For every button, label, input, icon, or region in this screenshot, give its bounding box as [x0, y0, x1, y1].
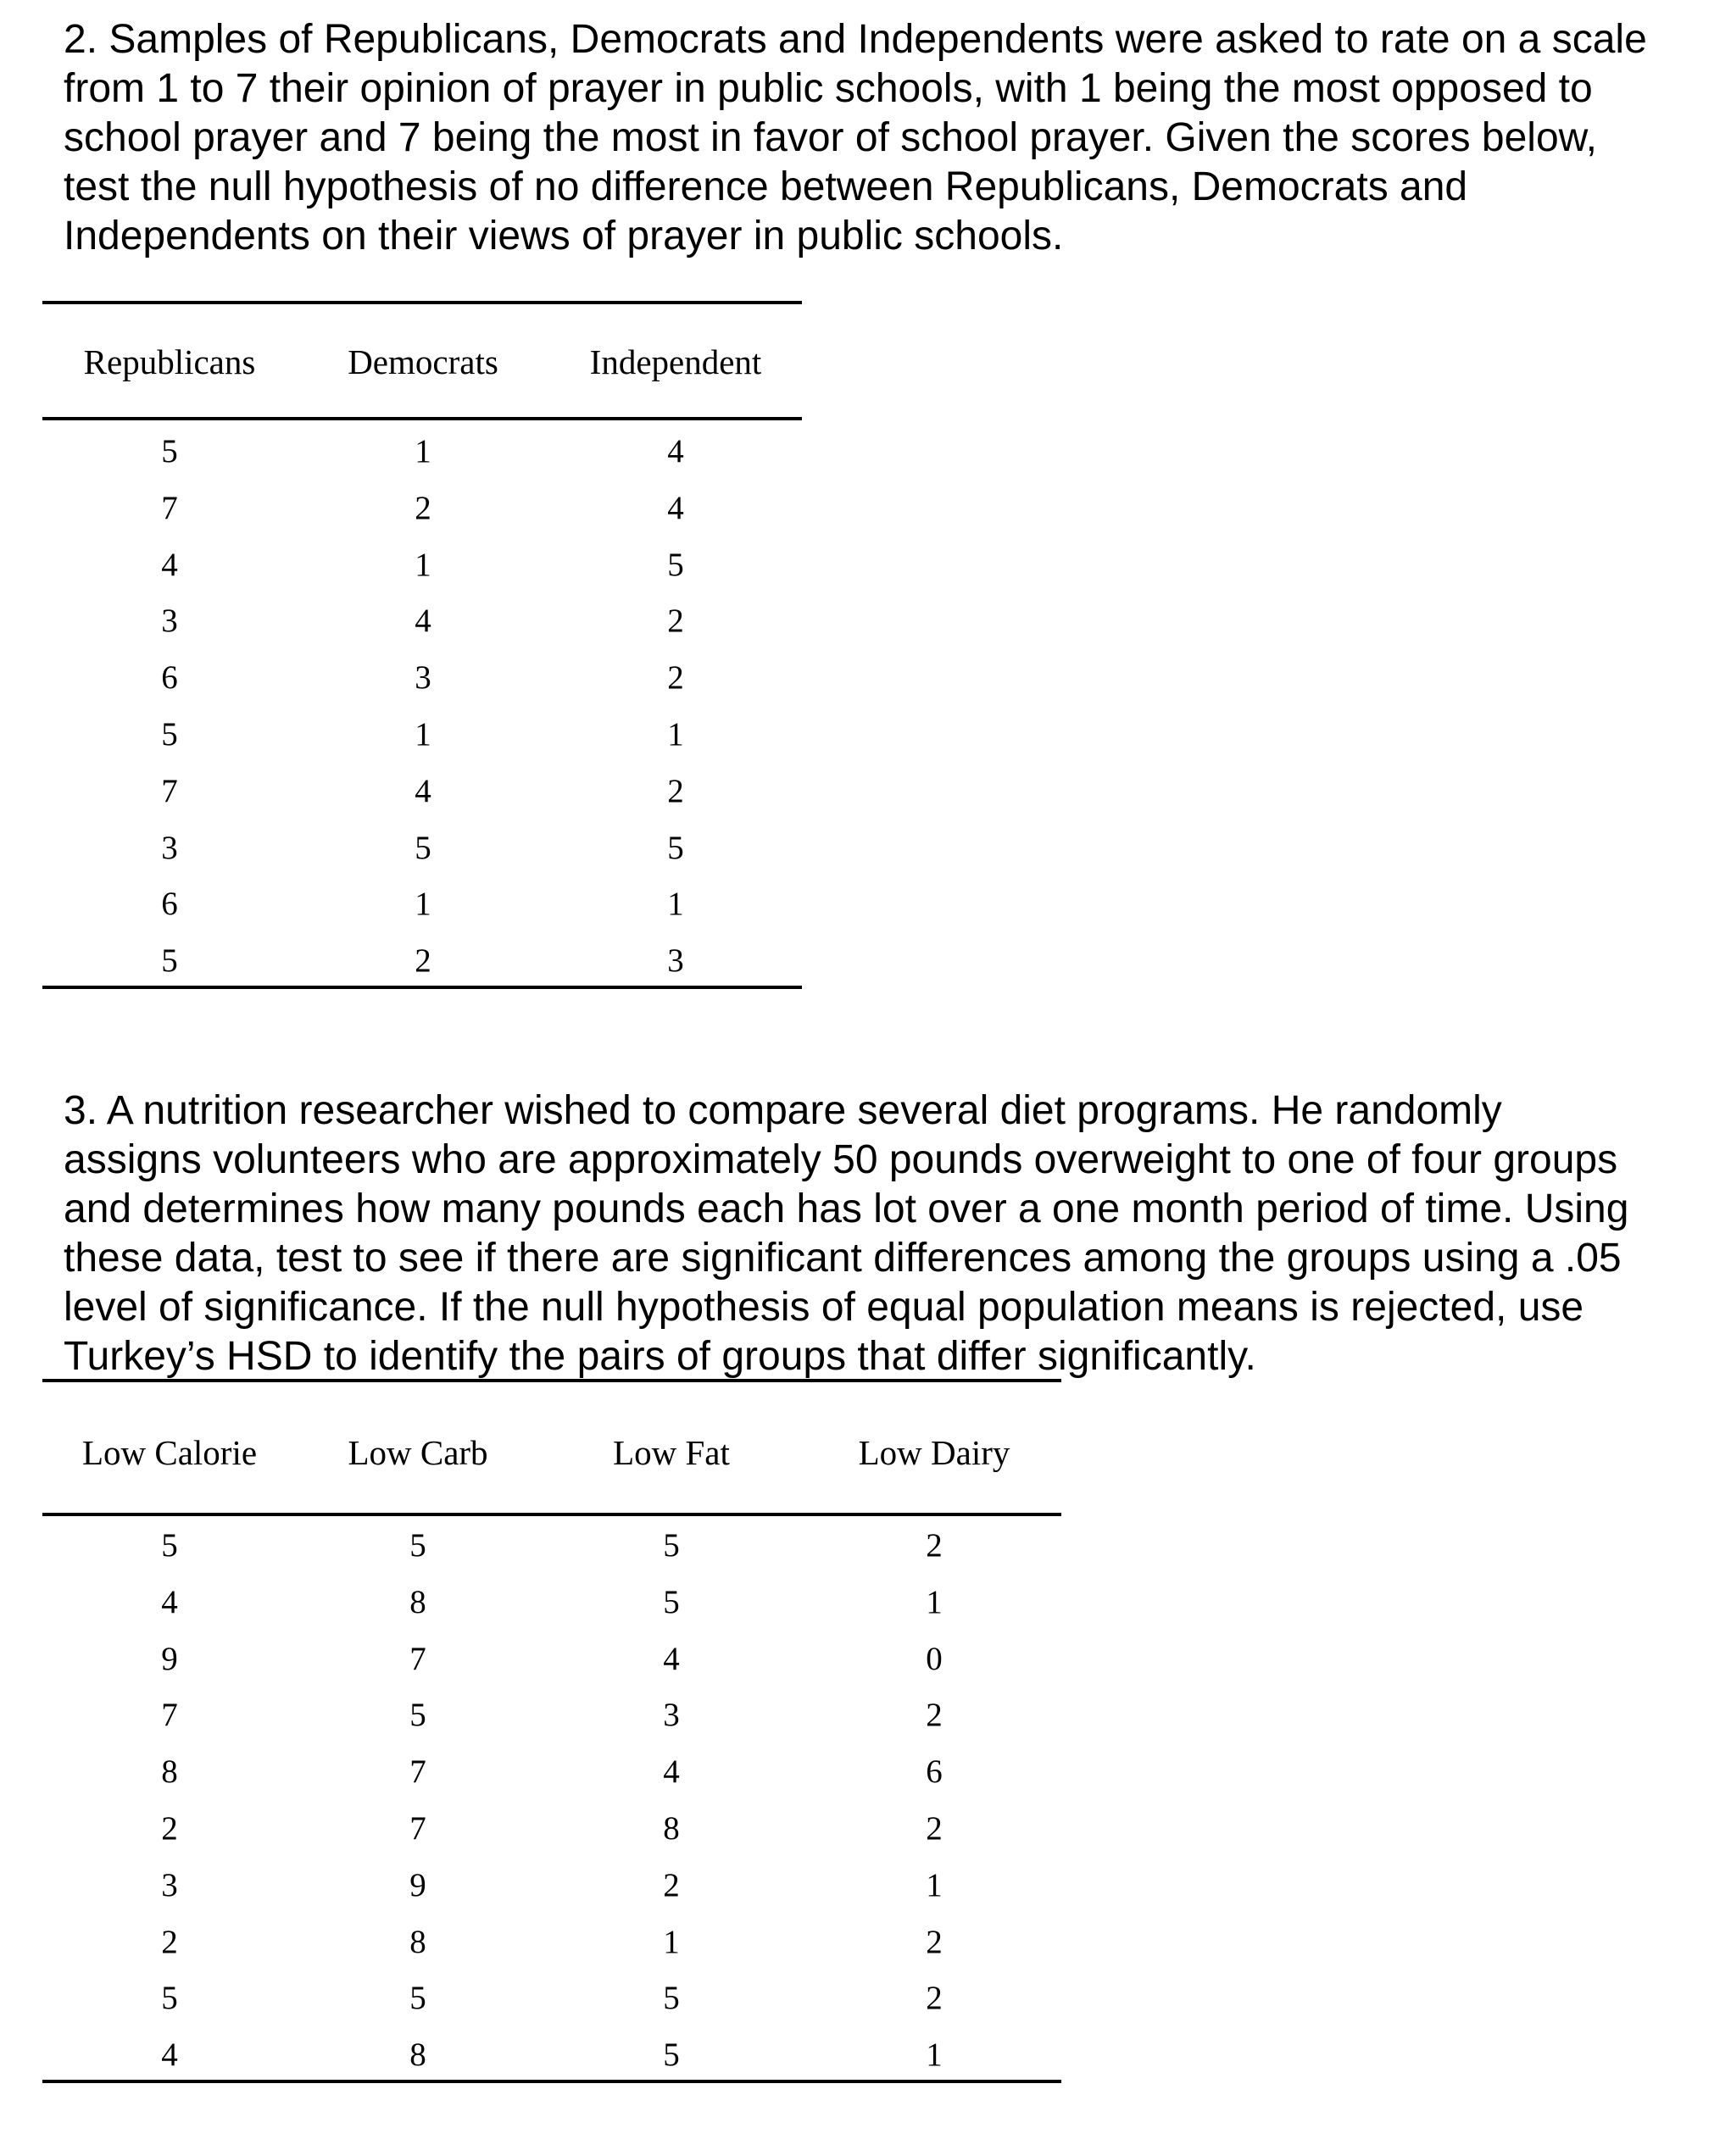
score-cell: 5	[161, 433, 178, 470]
weight-loss-cell: 5	[409, 1697, 426, 1734]
score-cell: 2	[415, 489, 431, 526]
score-cell: 7	[161, 772, 178, 809]
problem-3-line: level of significance. If the null hypothesis of equal population means is rejected, use	[64, 1285, 1584, 1330]
weight-loss-cell: 7	[409, 1640, 426, 1677]
column-header: Low Dairy	[858, 1433, 1010, 1472]
weight-loss-cell: 7	[161, 1697, 178, 1734]
weight-loss-cell: 1	[926, 1866, 943, 1903]
problem-3-line: assigns volunteers who are approximately 50 pounds overweight to one of four groups	[64, 1137, 1618, 1182]
score-cell: 7	[161, 489, 178, 526]
score-cell: 5	[667, 546, 684, 583]
table-header-rule	[42, 417, 802, 420]
score-cell: 1	[415, 433, 431, 470]
weight-loss-cell: 1	[663, 1923, 680, 1960]
weight-loss-cell: 5	[663, 1980, 680, 2017]
weight-loss-cell: 2	[926, 1923, 943, 1960]
weight-loss-cell: 5	[663, 1583, 680, 1620]
column-header: Low Fat	[613, 1433, 730, 1472]
column-header: Low Calorie	[81, 1433, 258, 1472]
weight-loss-cell: 8	[409, 1583, 426, 1620]
problem-2-line: test the null hypothesis of no difference between Republicans, Democrats and	[64, 164, 1468, 209]
problem-2-line: school prayer and 7 being the most in favor of school prayer. Given the scores below,	[64, 115, 1597, 160]
weight-loss-cell: 8	[663, 1810, 680, 1847]
weight-loss-cell: 3	[161, 1866, 178, 1903]
score-cell: 5	[161, 716, 178, 753]
weight-loss-cell: 2	[926, 1697, 943, 1734]
weight-loss-cell: 6	[926, 1753, 943, 1791]
score-cell: 3	[161, 603, 178, 640]
weight-loss-cell: 5	[161, 1980, 178, 2017]
weight-loss-cell: 2	[926, 1527, 943, 1564]
weight-loss-cell: 5	[161, 1527, 178, 1564]
table-header-rule	[42, 1513, 1061, 1516]
weight-loss-cell: 9	[409, 1866, 426, 1903]
weight-loss-cell: 5	[663, 1527, 680, 1564]
problem-2-line: 2. Samples of Republicans, Democrats and Independents were asked to rate on a scale	[64, 17, 1647, 62]
weight-loss-cell: 8	[161, 1753, 178, 1791]
score-cell: 1	[415, 546, 431, 583]
score-cell: 6	[161, 659, 178, 697]
weight-loss-cell: 2	[161, 1810, 178, 1847]
score-cell: 5	[667, 829, 684, 866]
score-cell: 1	[415, 886, 431, 923]
score-cell: 4	[415, 603, 431, 640]
table-top-rule	[42, 301, 802, 304]
score-cell: 4	[415, 772, 431, 809]
score-cell: 6	[161, 886, 178, 923]
problem-3-line: 3. A nutrition researcher wished to compare several diet programs. He randomly	[64, 1088, 1502, 1133]
score-cell: 2	[415, 942, 431, 980]
score-cell: 4	[161, 546, 178, 583]
weight-loss-cell: 4	[161, 1583, 178, 1620]
weight-loss-cell: 5	[409, 1980, 426, 2017]
weight-loss-cell: 2	[926, 1980, 943, 2017]
score-cell: 3	[161, 829, 178, 866]
weight-loss-cell: 4	[161, 2037, 178, 2074]
table-bottom-rule	[42, 2080, 1061, 2083]
problem-3-line: these data, test to see if there are significant differences among the groups using a .05	[64, 1236, 1622, 1281]
score-cell: 5	[415, 829, 431, 866]
column-header: Low Carb	[348, 1433, 488, 1472]
column-header: Independent	[589, 342, 762, 381]
weight-loss-cell: 2	[663, 1866, 680, 1903]
weight-loss-cell: 8	[409, 1923, 426, 1960]
score-cell: 3	[415, 659, 431, 697]
weight-loss-cell: 3	[663, 1697, 680, 1734]
table-bottom-rule	[42, 986, 802, 989]
score-cell: 3	[667, 942, 684, 980]
weight-loss-cell: 8	[409, 2037, 426, 2074]
score-cell: 2	[667, 603, 684, 640]
problem-2-text	[64, 15, 1647, 261]
score-cell: 4	[667, 489, 684, 526]
score-cell: 5	[161, 942, 178, 980]
score-cell: 2	[667, 772, 684, 809]
weight-loss-cell: 5	[663, 2037, 680, 2074]
problem-2-line: Independents on their views of prayer in public schools.	[64, 214, 1064, 258]
weight-loss-cell: 9	[161, 1640, 178, 1677]
problem-3-text	[64, 1086, 1628, 1381]
weight-loss-cell: 2	[161, 1923, 178, 1960]
problem-3-line: and determines how many pounds each has lot over a one month period of time. Using	[64, 1186, 1629, 1231]
weight-loss-cell: 1	[926, 1583, 943, 1620]
score-cell: 1	[667, 886, 684, 923]
score-cell: 2	[667, 659, 684, 697]
weight-loss-cell: 7	[409, 1810, 426, 1847]
column-header: Democrats	[348, 342, 498, 381]
score-cell: 4	[667, 433, 684, 470]
weight-loss-cell: 2	[926, 1810, 943, 1847]
score-cell: 1	[415, 716, 431, 753]
problem-2-line: from 1 to 7 their opinion of prayer in public schools, with 1 being the most opposed to	[64, 66, 1593, 111]
weight-loss-cell: 1	[926, 2037, 943, 2074]
score-cell: 1	[667, 716, 684, 753]
column-header: Republicans	[83, 342, 256, 381]
weight-loss-cell: 7	[409, 1753, 426, 1791]
table-top-rule	[42, 1379, 1061, 1382]
weight-loss-cell: 4	[663, 1640, 680, 1677]
weight-loss-cell: 0	[926, 1640, 943, 1677]
weight-loss-cell: 4	[663, 1753, 680, 1791]
weight-loss-cell: 5	[409, 1527, 426, 1564]
problem-3-line: Turkey’s HSD to identify the pairs of groups that differ significantly.	[64, 1334, 1256, 1379]
